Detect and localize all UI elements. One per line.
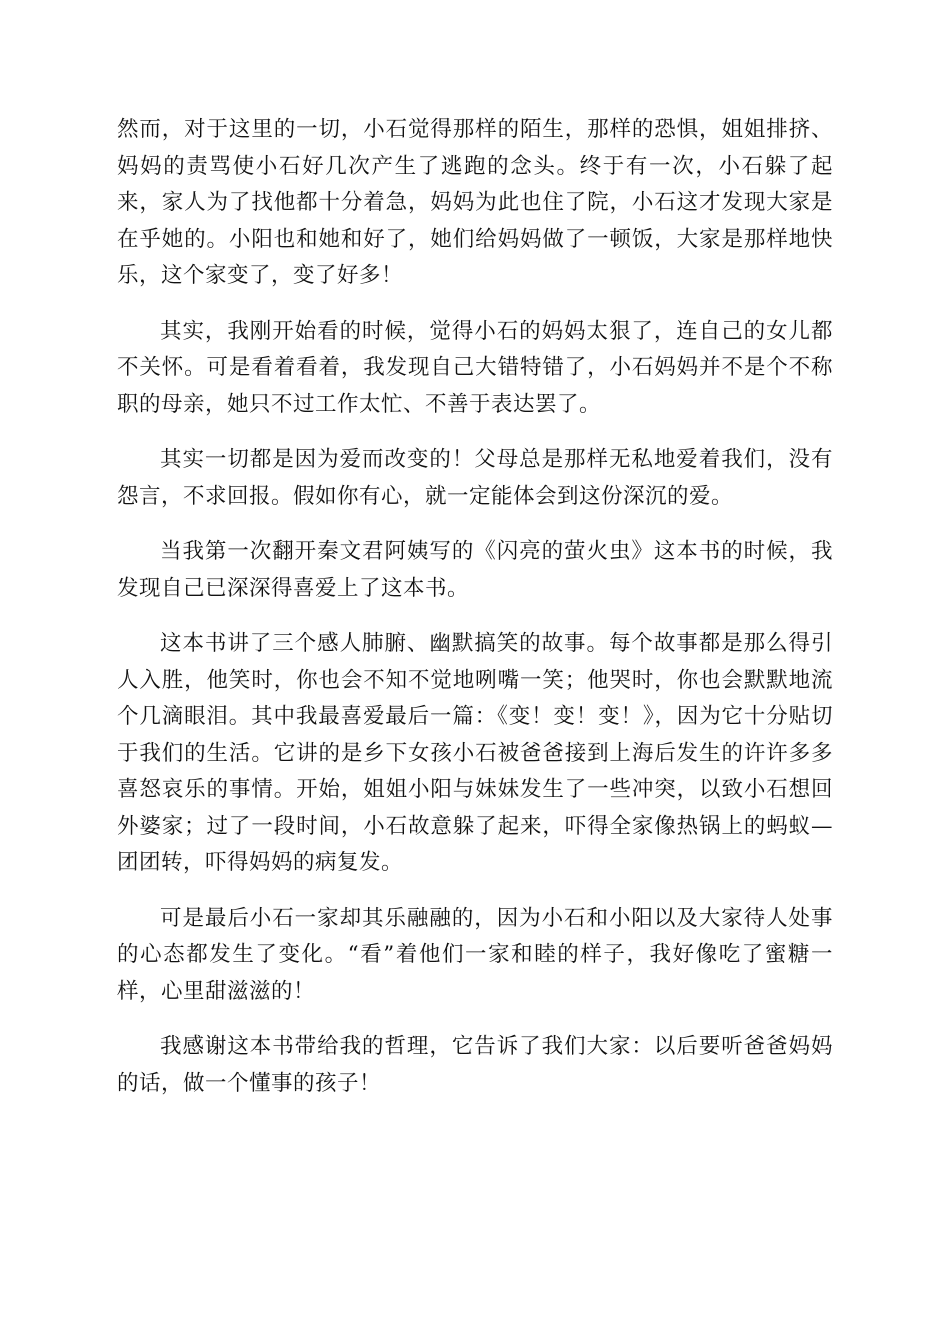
- paragraph-7: 我感谢这本书带给我的哲理，它告诉了我们大家：以后要听爸爸妈妈的话，做一个懂事的孩子！: [117, 1034, 833, 1096]
- paragraph-5: 这本书讲了三个感人肺腑、幽默搞笑的故事。每个故事都是那么得引人入胜，他笑时，你也会不知不觉地咧嘴一笑；他哭时，你也会默默地流个几滴眼泪。其中我最喜爱最后一篇：《变！变！变！》，因为它十分贴切于我们的生活。它讲的是乡下女孩小石被爸爸接到上海后发生的许许多多喜怒哀乐的事情。开始，姐姐小阳与妹妹发生了一些冲突，以致小石想回外婆家；过了一段时间，小石故意躲了起来，吓得全家像热锅上的蚂蚁—团团转，吓得妈妈的病复发。: [117, 631, 833, 875]
- paragraph-6: 可是最后小石一家却其乐融融的，因为小石和小阳以及大家待人处事的心态都发生了变化。“看”着他们一家和睦的样子，我好像吃了蜜糖一样，心里甜滋滋的！: [117, 905, 833, 1004]
- paragraph-1: 然而，对于这里的一切，小石觉得那样的陌生，那样的恐惧，姐姐排挤、妈妈的责骂使小石好几次产生了逃跑的念头。终于有一次，小石躲了起来，家人为了找他都十分着急，妈妈为此也住了院，小石这才发现大家是在乎她的。小阳也和她和好了，她们给妈妈做了一顿饭，大家是那样地快乐，这个家变了，变了好多！: [117, 117, 833, 288]
- paragraph-3: 其实一切都是因为爱而改变的！父母总是那样无私地爱着我们，没有怨言，不求回报。假如你有心，就一定能体会到这份深沉的爱。: [117, 447, 833, 509]
- paragraph-2: 其实，我刚开始看的时候，觉得小石的妈妈太狠了，连自己的女儿都不关怀。可是看着看着，我发现自己大错特错了，小石妈妈并不是个不称职的母亲，她只不过工作太忙、不善于表达罢了。: [117, 318, 833, 417]
- paragraph-4: 当我第一次翻开秦文君阿姨写的《闪亮的萤火虫》这本书的时候，我发现自己已深深得喜爱上了这本书。: [117, 539, 833, 601]
- document-body: [117, 112, 833, 1121]
